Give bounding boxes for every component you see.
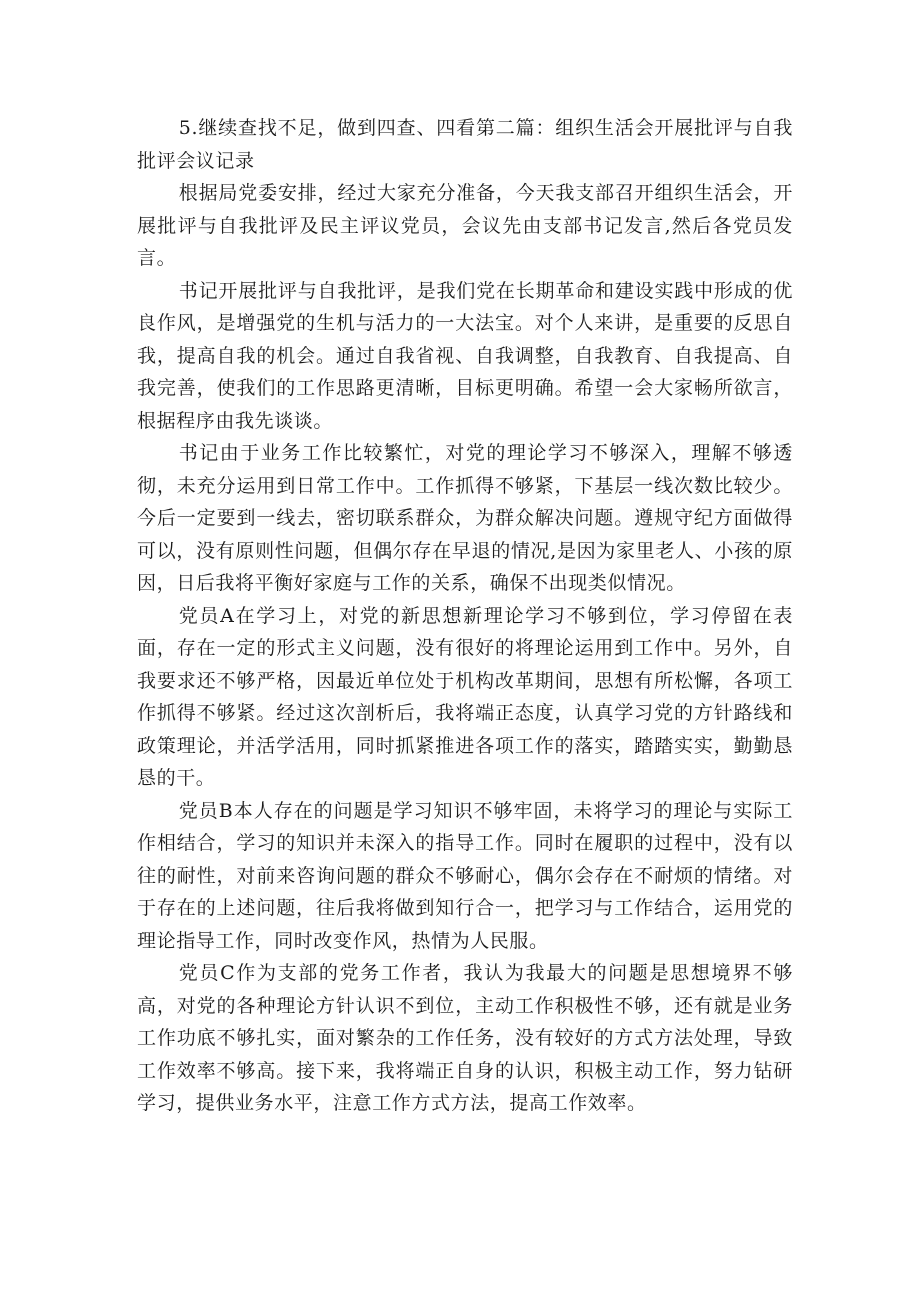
paragraph-member-b: 党员B本人存在的问题是学习知识不够牢固，未将学习的理论与实际工作相结合，学习的知识并未深入的指导工作。同时在履职的过程中，没有以往的耐性，对前来咨询问题的群众不够耐心，偶尔会存在不耐烦的情绪。对于存在的上述问题，往后我将做到知行合一，把学习与工作结合，运用党的理论指导工作，同时改变作风，热情为人民服。 [137,799,793,952]
document-body [137,112,793,1120]
paragraph-member-c: 党员C作为支部的党务工作者，我认为我最大的问题是思想境界不够高，对党的各种理论方针认识不到位，主动工作积极性不够，还有就是业务工作功底不够扎实，面对繁杂的工作任务，没有较好的方式方法处理，导致工作效率不够高。接下来，我将端正自身的认识，积极主动工作，努力钻研学习，提供业务水平，注意工作方式方法，提高工作效率。 [137,962,793,1114]
paragraph-member-a: 党员A在学习上，对党的新思想新理论学习不够到位，学习停留在表面，存在一定的形式主义问题，没有很好的将理论运用到工作中。另外，自我要求还不够严格，因最近单位处于机构改革期间，思想有所松懈，各项工作抓得不够紧。经过这次剖析后，我将端正态度，认真学习党的方针路线和政策理论，并活学活用，同时抓紧推进各项工作的落实，踏踏实实，勤勤恳恳的干。 [137,604,793,789]
paragraph-meeting-intro: 根据局党委安排，经过大家充分准备，今天我支部召开组织生活会，开展批评与自我批评及民主评议党员，会议先由支部书记发言,然后各党员发言。 [137,182,793,269]
paragraph-secretary-opening: 书记开展批评与自我批评，是我们党在长期革命和建设实践中形成的优良作风，是增强党的生机与活力的一大法宝。对个人来讲，是重要的反思自我，提高自我的机会。通过自我省视、自我调整，自我教育、自我提高、自我完善，使我们的工作思路更清晰，目标更明确。希望一会大家畅所欲言，根据程序由我先谈谈。 [137,279,793,432]
section-heading: 5.继续查找不足，做到四查、四看第二篇：组织生活会开展批评与自我批评会议记录 [137,117,793,172]
paragraph-secretary-self-criticism: 书记由于业务工作比较繁忙，对党的理论学习不够深入，理解不够透彻，未充分运用到日常工作中。工作抓得不够紧，下基层一线次数比较少。今后一定要到一线去，密切联系群众，为群众解决问题。遵规守纪方面做得可以，没有原则性问题，但偶尔存在早退的情况,是因为家里老人、小孩的原因，日后我将平衡好家庭与工作的关系，确保不出现类似情况。 [137,442,793,594]
